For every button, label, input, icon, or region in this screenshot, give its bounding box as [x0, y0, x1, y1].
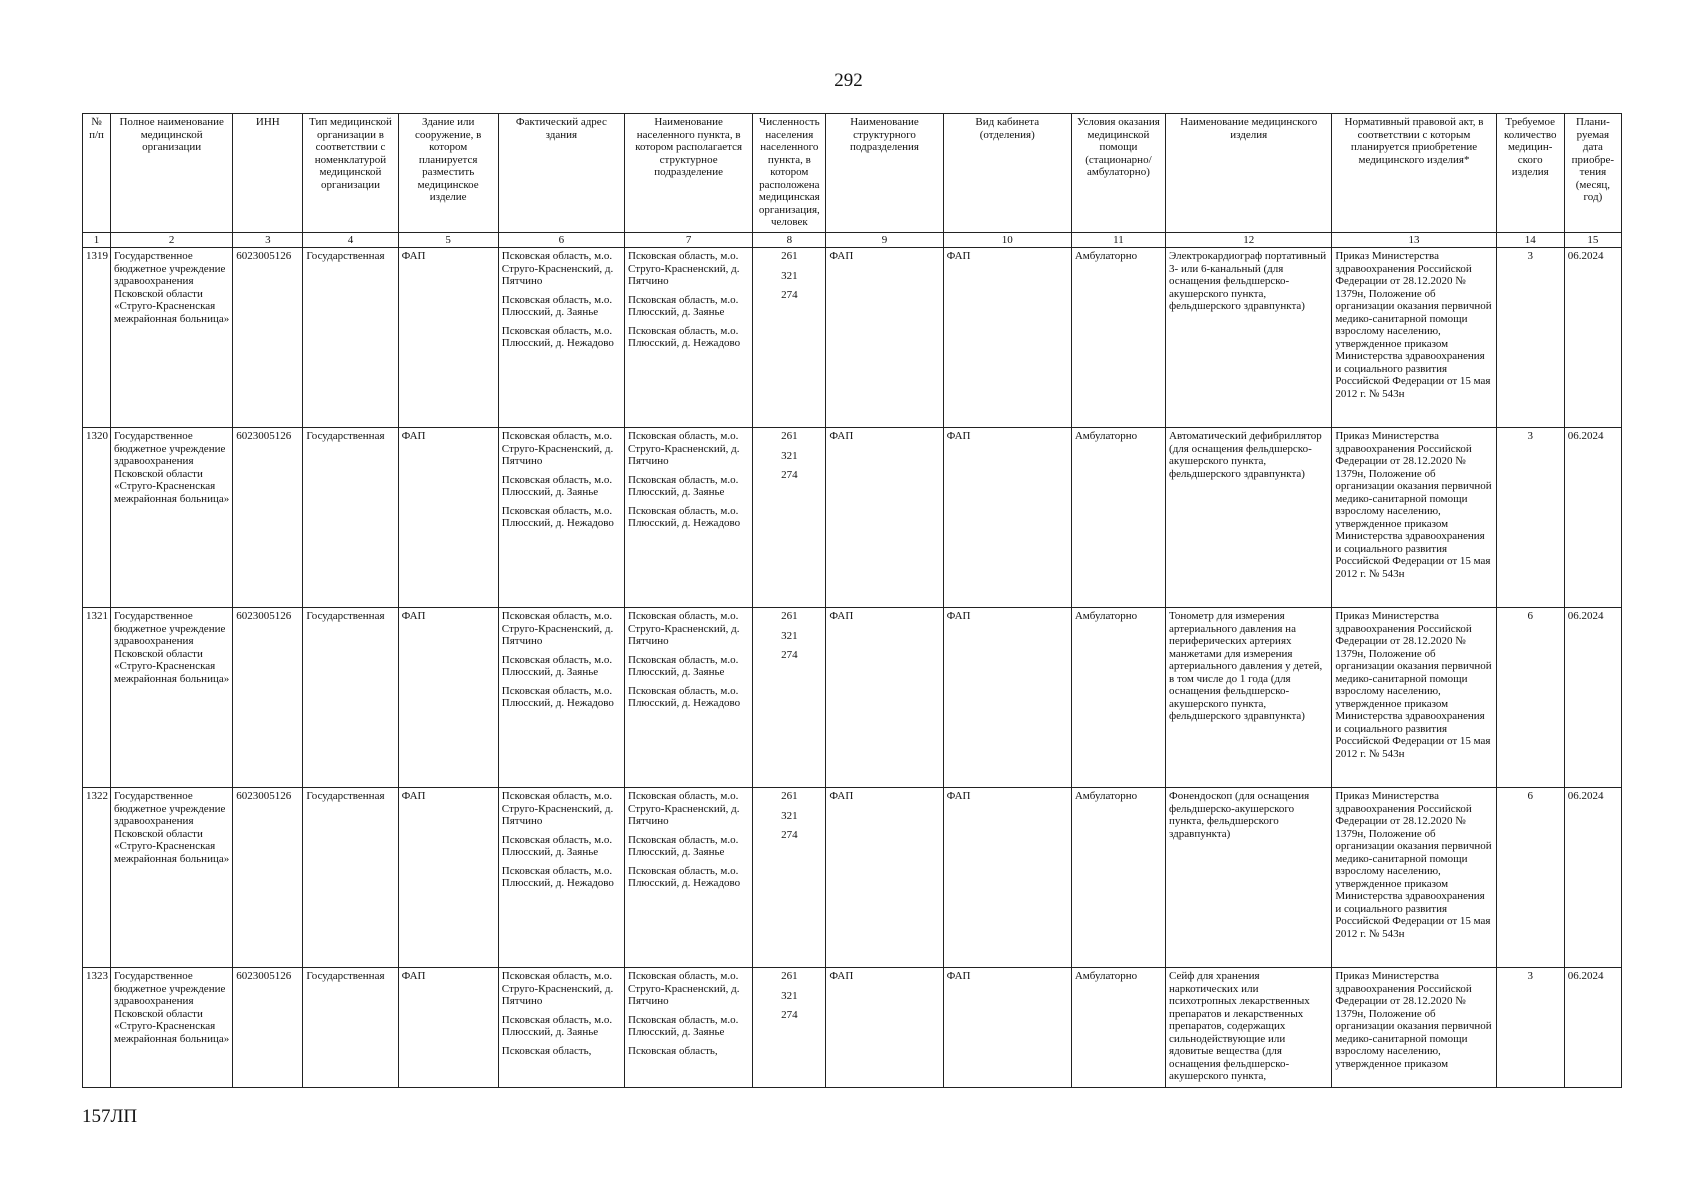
care-conditions: Амбулаторно [1071, 968, 1165, 1088]
building: ФАП [398, 968, 498, 1088]
purchase-date: 06.2024 [1564, 608, 1621, 788]
row-number: 1322 [83, 788, 111, 968]
address-list-item: Псковская область, м.о. Плюсский, д. Нежадово [501, 684, 614, 709]
settlement-list [625, 788, 753, 968]
population-list [753, 608, 826, 788]
building: ФАП [398, 608, 498, 788]
device-name: Тонометр для измерения артериального давления на периферических артериях манжетами для измерения артериального давления у детей, в том числе до 1 года (для оснащения фельдшерско-акушерского пункта, фельдшерского здравпункта) [1166, 608, 1332, 788]
column-number: 2 [111, 233, 233, 248]
settlement-list-item: Псковская область, м.о. Плюсский, д. Нежадово [628, 684, 741, 709]
column-number: 4 [303, 233, 398, 248]
inn: 6023005126 [233, 968, 303, 1088]
device-name: Фонендоскоп (для оснащения фельдшерско-акушерского пункта, фельдшерского здравпункта) [1166, 788, 1332, 968]
address-list [498, 608, 624, 788]
cabinet-type: ФАП [943, 968, 1071, 1088]
population-list-item: 274 [781, 289, 798, 301]
settlement-list-item: Псковская область, м.о. Плюсский, д. Заянье [628, 293, 739, 318]
column-number: 11 [1071, 233, 1165, 248]
header-cell: Полное наименование медицинской организации [111, 114, 233, 233]
population-list [753, 248, 826, 428]
structural-unit: ФАП [826, 608, 943, 788]
table-row [83, 788, 1622, 968]
column-number: 10 [943, 233, 1071, 248]
org-name: Государственное бюджетное учреждение здравоохранения Псковской области «Струго-Красненская межрайонная больница» [111, 248, 233, 428]
population-list-item: 261 [781, 790, 798, 802]
column-number: 13 [1332, 233, 1496, 248]
settlement-list-item: Псковская область, м.о. Струго-Красненский, д. Пятчино [628, 430, 740, 467]
population-list-item: 274 [781, 469, 798, 481]
footer-code: 157ЛП [82, 1106, 138, 1127]
header-cell: ИНН [233, 114, 303, 233]
structural-unit: ФАП [826, 428, 943, 608]
org-type: Государственная [303, 608, 398, 788]
column-number: 6 [498, 233, 624, 248]
header-cell: Фактический адрес здания [498, 114, 624, 233]
header-cell: Численность населения населенного пункта, в котором расположена медицинская организация, человек [753, 114, 826, 233]
building: ФАП [398, 428, 498, 608]
cabinet-type: ФАП [943, 248, 1071, 428]
purchase-date: 06.2024 [1564, 788, 1621, 968]
population-list-item: 261 [781, 610, 798, 622]
care-conditions: Амбулаторно [1071, 248, 1165, 428]
row-number: 1320 [83, 428, 111, 608]
population-list-item: 274 [781, 829, 798, 841]
header-cell: Наименование населенного пункта, в котором располагается структурное подразделение [625, 114, 753, 233]
population-list-item: 321 [781, 989, 798, 1002]
settlement-list [625, 428, 753, 608]
population-list-item: 321 [781, 269, 798, 282]
population-list-item: 261 [781, 430, 798, 442]
population-list-item: 261 [781, 250, 798, 262]
address-list-item: Псковская область, [501, 1044, 592, 1057]
settlement-list-item: Псковская область, м.о. Плюсский, д. Нежадово [628, 324, 741, 349]
care-conditions: Амбулаторно [1071, 608, 1165, 788]
settlement-list-item: Псковская область, м.о. Плюсский, д. Нежадово [628, 864, 741, 889]
legal-act: Приказ Министерства здравоохранения Российской Федерации от 28.12.2020 № 1379н, Положение об организации оказания первичной медико-санитарной помощи взрослому населению, утвержденное приказом Министерства здравоохранения и социального развития Российской Федерации от 15 мая 2012 г. № 543н [1332, 248, 1496, 428]
column-number: 15 [1564, 233, 1621, 248]
header-cell: Плани-руемая дата приобре-тения (месяц, год) [1564, 114, 1621, 233]
org-type: Государственная [303, 248, 398, 428]
column-number: 3 [233, 233, 303, 248]
population-list-item: 321 [781, 809, 798, 822]
legal-act: Приказ Министерства здравоохранения Российской Федерации от 28.12.2020 № 1379н, Положение об организации оказания первичной медико-санитарной помощи взрослому населению, утвержденное приказом Министерства здравоохранения и социального развития Российской Федерации от 15 мая 2012 г. № 543н [1332, 428, 1496, 608]
org-type: Государственная [303, 788, 398, 968]
quantity: 6 [1496, 788, 1564, 968]
cabinet-type: ФАП [943, 608, 1071, 788]
header-cell: Наименование медицинского изделия [1166, 114, 1332, 233]
header-cell: Наименование структурного подразделения [826, 114, 943, 233]
structural-unit: ФАП [826, 788, 943, 968]
care-conditions: Амбулаторно [1071, 788, 1165, 968]
cabinet-type: ФАП [943, 788, 1071, 968]
device-name: Сейф для хранения наркотических или психотропных лекарственных препаратов и лекарственных препаратов, содержащих сильнодействующие или ядовитые вещества (для оснащения фельдшерско-акушерского пункта, [1166, 968, 1332, 1088]
address-list [498, 788, 624, 968]
column-number-row [83, 233, 1622, 248]
quantity: 3 [1496, 248, 1564, 428]
device-name: Электрокардиограф портативный 3- или 6-канальный (для оснащения фельдшерско-акушерского пункта, фельдшерского здравпункта) [1166, 248, 1332, 428]
care-conditions: Амбулаторно [1071, 428, 1165, 608]
settlement-list-item: Псковская область, м.о. Плюсский, д. Заянье [628, 653, 739, 678]
org-type: Государственная [303, 968, 398, 1088]
inn: 6023005126 [233, 608, 303, 788]
legal-act: Приказ Министерства здравоохранения Российской Федерации от 28.12.2020 № 1379н, Положение об организации оказания первичной медико-санитарной помощи взрослому населению, утвержденное приказом [1332, 968, 1496, 1088]
header-cell: Здание или сооружение, в котором планируется разместить медицинское изделие [398, 114, 498, 233]
column-number: 12 [1166, 233, 1332, 248]
settlement-list-item: Псковская область, м.о. Струго-Красненский, д. Пятчино [628, 250, 740, 287]
address-list-item: Псковская область, м.о. Плюсский, д. Заянье [501, 473, 613, 498]
purchase-date: 06.2024 [1564, 248, 1621, 428]
header-cell: № п/п [83, 114, 111, 233]
equipment-table [82, 113, 1622, 1088]
address-list-item: Псковская область, м.о. Струго-Красненский, д. Пятчино [501, 970, 614, 1007]
population-list [753, 968, 826, 1088]
building: ФАП [398, 248, 498, 428]
column-number: 7 [625, 233, 753, 248]
population-list-item: 321 [781, 629, 798, 642]
population-list [753, 428, 826, 608]
row-number: 1323 [83, 968, 111, 1088]
settlement-list [625, 608, 753, 788]
page-number: 292 [834, 70, 863, 91]
column-number: 14 [1496, 233, 1564, 248]
header-cell: Тип медицинской организации в соответствии с номенклатурой медицинской организации [303, 114, 398, 233]
settlement-list-item: Псковская область, [628, 1044, 718, 1057]
header-cell: Нормативный правовой акт, в соответствии с которым планируется приобретение медицинского изделия* [1332, 114, 1496, 233]
purchase-date: 06.2024 [1564, 968, 1621, 1088]
building: ФАП [398, 788, 498, 968]
column-number: 1 [83, 233, 111, 248]
address-list-item: Псковская область, м.о. Плюсский, д. Заянье [501, 1013, 613, 1038]
population-list-item: 261 [781, 970, 798, 982]
org-name: Государственное бюджетное учреждение здравоохранения Псковской области «Струго-Красненская межрайонная больница» [111, 428, 233, 608]
population-list [753, 788, 826, 968]
structural-unit: ФАП [826, 968, 943, 1088]
address-list [498, 248, 624, 428]
settlement-list-item: Псковская область, м.о. Струго-Красненский, д. Пятчино [628, 790, 740, 827]
settlement-list-item: Псковская область, м.о. Струго-Красненский, д. Пятчино [628, 970, 740, 1007]
population-list-item: 274 [781, 1009, 798, 1021]
table-row [83, 968, 1622, 1088]
address-list-item: Псковская область, м.о. Струго-Красненский, д. Пятчино [501, 430, 614, 467]
settlement-list-item: Псковская область, м.о. Плюсский, д. Заянье [628, 1013, 739, 1038]
address-list-item: Псковская область, м.о. Струго-Красненский, д. Пятчино [501, 250, 614, 287]
header-cell: Условия оказания медицинской помощи (стационарно/ амбулаторно) [1071, 114, 1165, 233]
settlement-list [625, 968, 753, 1088]
org-name: Государственное бюджетное учреждение здравоохранения Псковской области «Струго-Красненская межрайонная больница» [111, 788, 233, 968]
column-number: 9 [826, 233, 943, 248]
header-row [83, 114, 1622, 233]
address-list [498, 428, 624, 608]
legal-act: Приказ Министерства здравоохранения Российской Федерации от 28.12.2020 № 1379н, Положение об организации оказания первичной медико-санитарной помощи взрослому населению, утвержденное приказом Министерства здравоохранения и социального развития Российской Федерации от 15 мая 2012 г. № 543н [1332, 788, 1496, 968]
address-list-item: Псковская область, м.о. Плюсский, д. Заянье [501, 293, 613, 318]
quantity: 3 [1496, 968, 1564, 1088]
table-row [83, 248, 1622, 428]
address-list-item: Псковская область, м.о. Плюсский, д. Заянье [501, 833, 613, 858]
address-list-item: Псковская область, м.о. Струго-Красненский, д. Пятчино [501, 610, 614, 647]
header-cell: Вид кабинета (отделения) [943, 114, 1071, 233]
population-list-item: 274 [781, 649, 798, 661]
settlement-list-item: Псковская область, м.о. Плюсский, д. Заянье [628, 473, 739, 498]
inn: 6023005126 [233, 788, 303, 968]
header-cell: Требуемое количество медицин-ского изделия [1496, 114, 1564, 233]
address-list [498, 968, 624, 1088]
settlement-list [625, 248, 753, 428]
address-list-item: Псковская область, м.о. Струго-Красненский, д. Пятчино [501, 790, 614, 827]
org-type: Государственная [303, 428, 398, 608]
quantity: 3 [1496, 428, 1564, 608]
address-list-item: Псковская область, м.о. Плюсский, д. Заянье [501, 653, 613, 678]
column-number: 8 [753, 233, 826, 248]
settlement-list-item: Псковская область, м.о. Плюсский, д. Нежадово [628, 504, 741, 529]
population-list-item: 321 [781, 449, 798, 462]
inn: 6023005126 [233, 428, 303, 608]
address-list-item: Псковская область, м.о. Плюсский, д. Нежадово [501, 504, 614, 529]
structural-unit: ФАП [826, 248, 943, 428]
column-number: 5 [398, 233, 498, 248]
settlement-list-item: Псковская область, м.о. Плюсский, д. Заянье [628, 833, 739, 858]
org-name: Государственное бюджетное учреждение здравоохранения Псковской области «Струго-Красненская межрайонная больница» [111, 968, 233, 1088]
row-number: 1319 [83, 248, 111, 428]
table-row [83, 608, 1622, 788]
address-list-item: Псковская область, м.о. Плюсский, д. Нежадово [501, 324, 614, 349]
inn: 6023005126 [233, 248, 303, 428]
table-row [83, 428, 1622, 608]
quantity: 6 [1496, 608, 1564, 788]
address-list-item: Псковская область, м.о. Плюсский, д. Нежадово [501, 864, 614, 889]
cabinet-type: ФАП [943, 428, 1071, 608]
device-name: Автоматический дефибриллятор (для оснащения фельдшерско-акушерского пункта, фельдшерского здравпункта) [1166, 428, 1332, 608]
row-number: 1321 [83, 608, 111, 788]
settlement-list-item: Псковская область, м.о. Струго-Красненский, д. Пятчино [628, 610, 740, 647]
legal-act: Приказ Министерства здравоохранения Российской Федерации от 28.12.2020 № 1379н, Положение об организации оказания первичной медико-санитарной помощи взрослому населению, утвержденное приказом Министерства здравоохранения и социального развития Российской Федерации от 15 мая 2012 г. № 543н [1332, 608, 1496, 788]
purchase-date: 06.2024 [1564, 428, 1621, 608]
org-name: Государственное бюджетное учреждение здравоохранения Псковской области «Струго-Красненская межрайонная больница» [111, 608, 233, 788]
